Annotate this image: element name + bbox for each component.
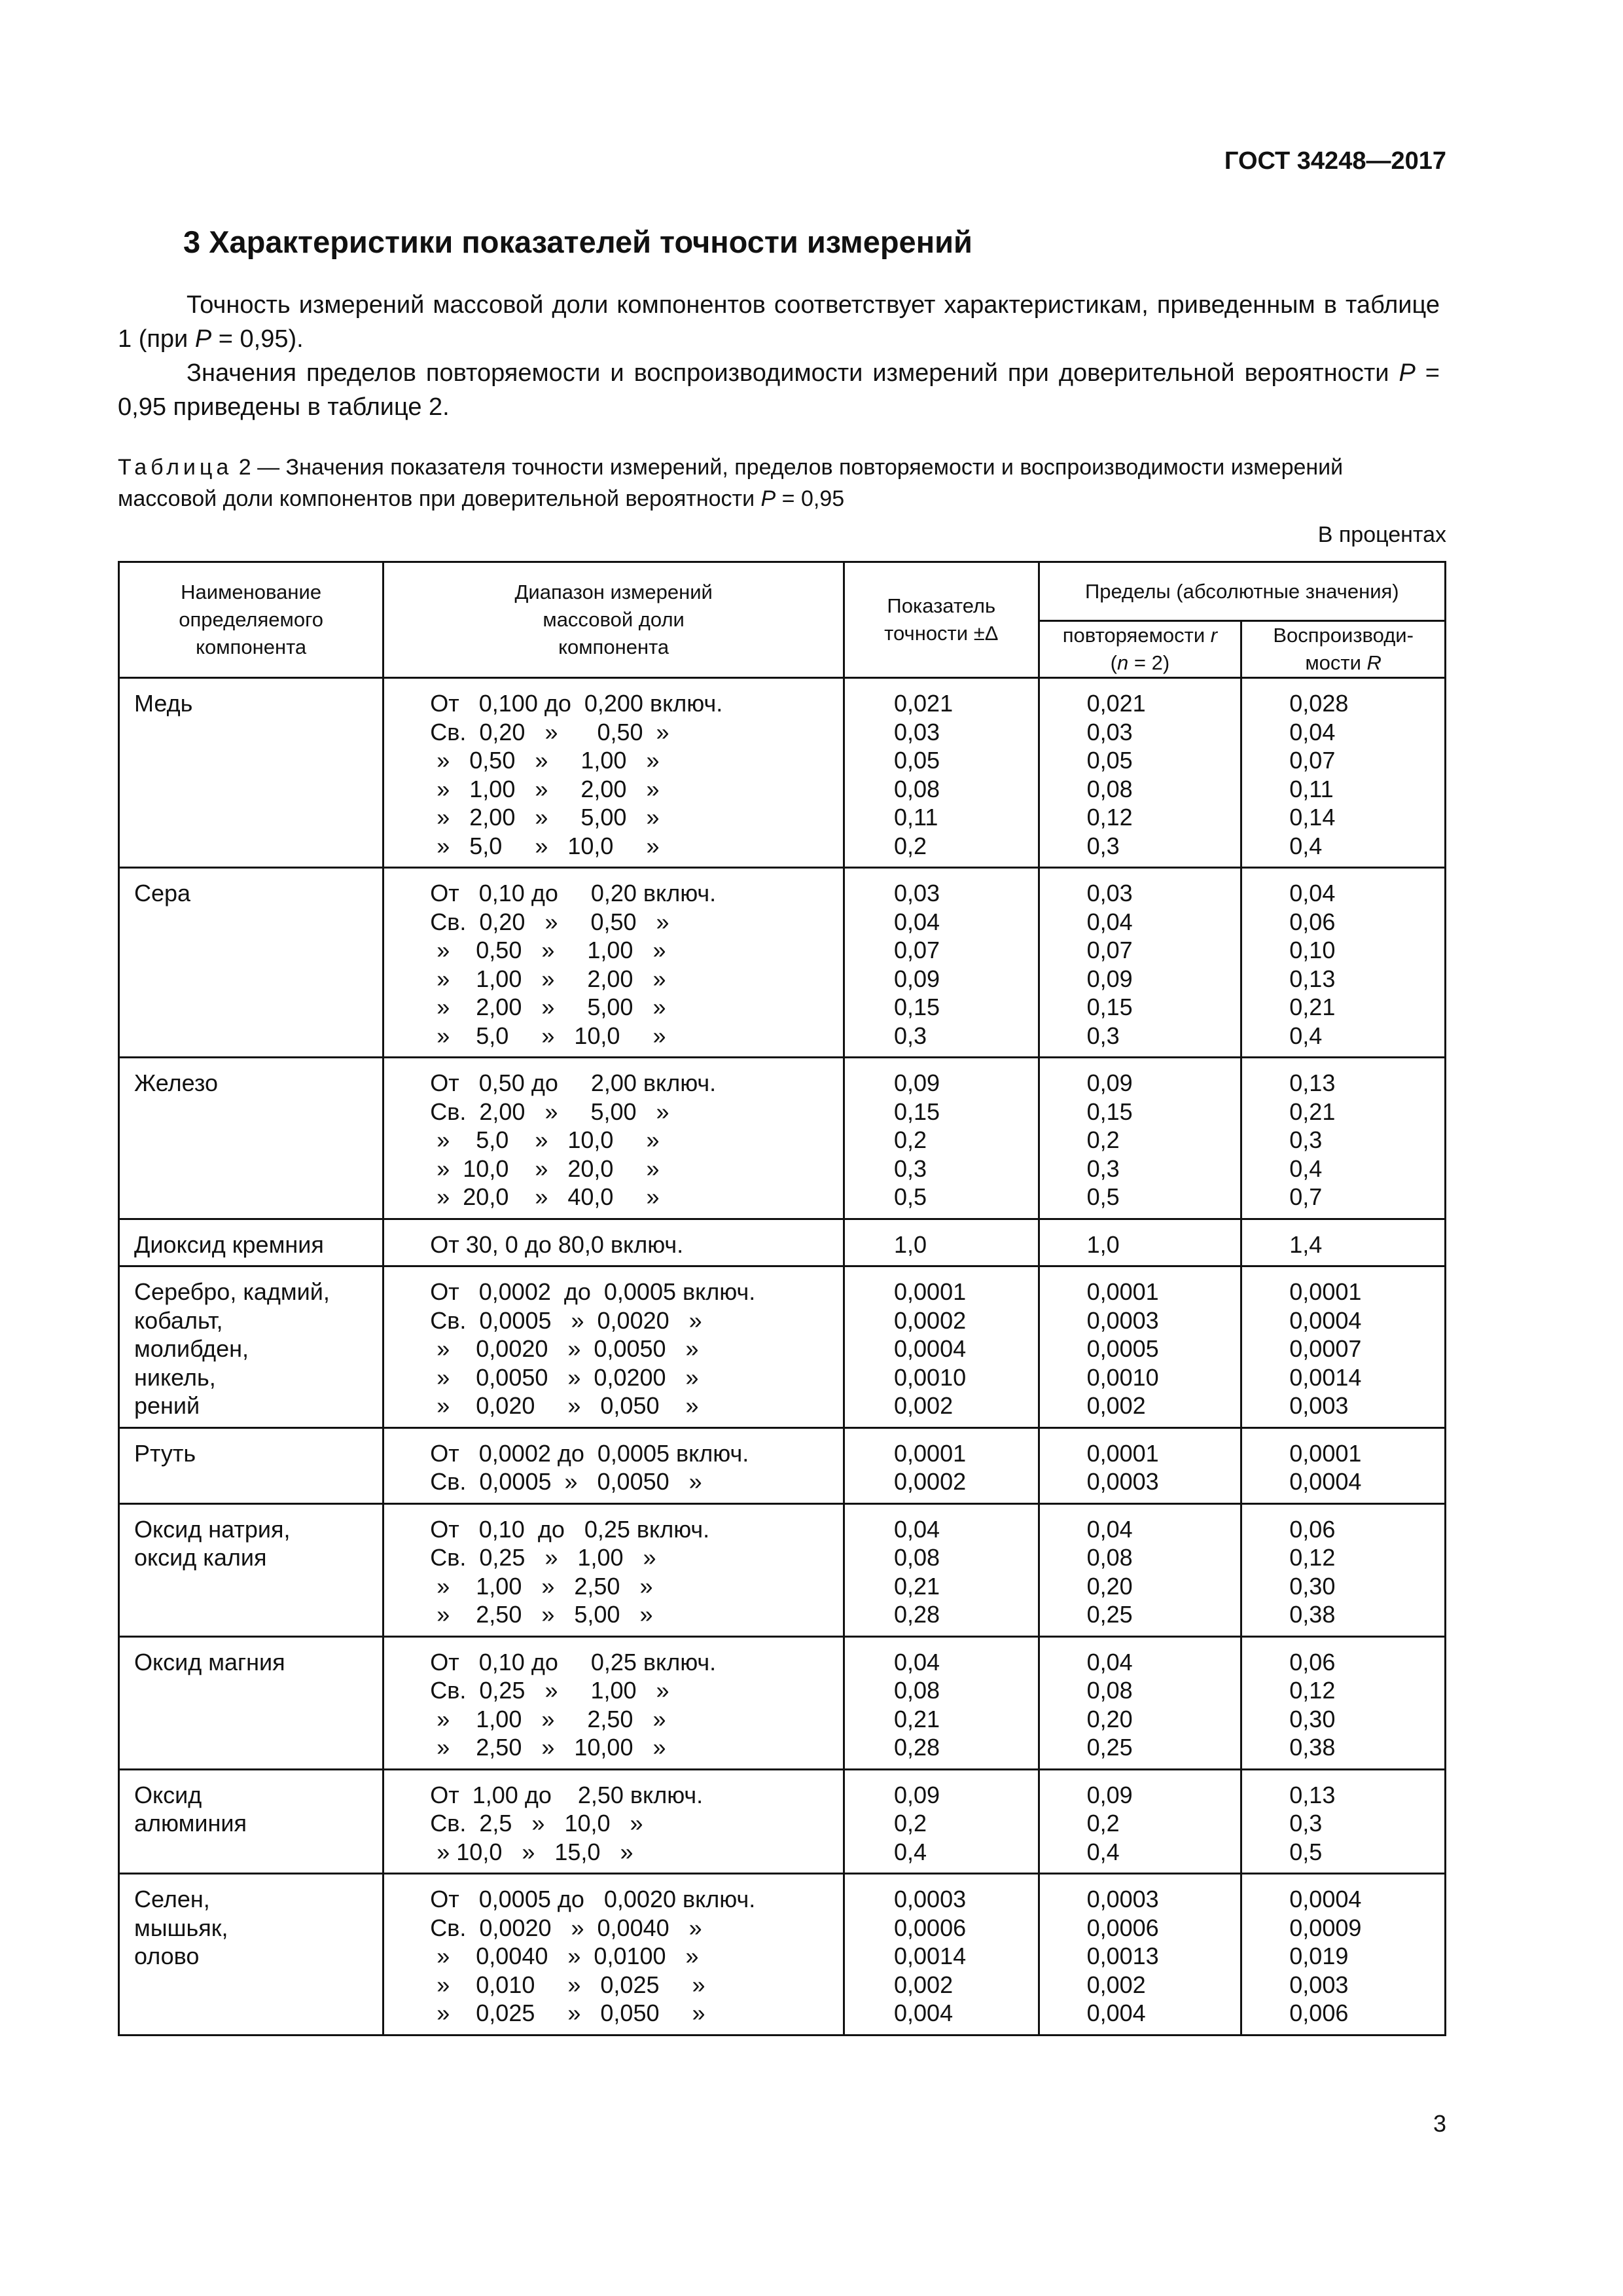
range-cell: От 0,10 до 0,25 включ. Св. 0,25 » 1,00 » » 1,00 » 2,50 » » 2,50 » 5,00 » xyxy=(383,1503,844,1636)
reproducibility-cell: 1,4 xyxy=(1241,1219,1446,1266)
repeatability-cell: 0,04 0,08 0,20 0,25 xyxy=(1039,1503,1241,1636)
component-name-cell: Оксид магния xyxy=(119,1636,383,1769)
accuracy-cell: 0,0001 0,0002 0,0004 0,0010 0,002 xyxy=(844,1266,1039,1428)
range-cell: От 0,10 до 0,20 включ. Св. 0,20 » 0,50 » » 0,50 » 1,00 » » 1,00 » 2,00 » » 2,00 » 5,00 » » 5,0 » 10,0 » xyxy=(383,868,844,1058)
repeatability-cell: 1,0 xyxy=(1039,1219,1241,1266)
paragraph-limits xyxy=(118,356,1440,424)
range-cell: От 0,100 до 0,200 включ. Св. 0,20 » 0,50 » » 0,50 » 1,00 » » 1,00 » 2,00 » » 2,00 » 5,00 » » 5,0 » 10,0 » xyxy=(383,678,844,868)
component-name-cell: Селен, мышьяк, олово xyxy=(119,1874,383,2036)
repeatability-cell: 0,021 0,03 0,05 0,08 0,12 0,3 xyxy=(1039,678,1241,868)
header-component-name: Наименование определяемого компонента xyxy=(119,562,383,678)
range-cell: От 1,00 до 2,50 включ. Св. 2,5 » 10,0 » » 10,0 » 15,0 » xyxy=(383,1769,844,1874)
table-caption-text: 2 — Значения показателя точности измерений, пределов повторяемости и воспроизводимости измерений массовой доли компонентов при доверительной вероятности P = 0,95 xyxy=(118,455,1344,511)
table-row xyxy=(119,1266,1446,1428)
component-name-cell: Железо xyxy=(119,1058,383,1219)
table-row xyxy=(119,678,1446,868)
accuracy-cell: 0,09 0,2 0,4 xyxy=(844,1769,1039,1874)
table-row xyxy=(119,1058,1446,1219)
component-name-cell: Серебро, кадмий, кобальт, молибден, никель, рений xyxy=(119,1266,383,1428)
reproducibility-cell: 0,13 0,21 0,3 0,4 0,7 xyxy=(1241,1058,1446,1219)
section-title: 3 Характеристики показателей точности измерений xyxy=(183,224,972,259)
reproducibility-cell: 0,0004 0,0009 0,019 0,003 0,006 xyxy=(1241,1874,1446,2036)
range-cell: От 0,0002 до 0,0005 включ. Св. 0,0005 » 0,0050 » xyxy=(383,1427,844,1503)
repeatability-cell: 0,04 0,08 0,20 0,25 xyxy=(1039,1636,1241,1769)
component-name-cell: Диоксид кремния xyxy=(119,1219,383,1266)
header-limits: Пределы (абсолютные значения) xyxy=(1039,562,1445,621)
range-cell: От 30, 0 до 80,0 включ. xyxy=(383,1219,844,1266)
reproducibility-cell: 0,028 0,04 0,07 0,11 0,14 0,4 xyxy=(1241,678,1446,868)
accuracy-cell: 0,09 0,15 0,2 0,3 0,5 xyxy=(844,1058,1039,1219)
range-cell: От 0,0002 до 0,0005 включ. Св. 0,0005 » 0,0020 » » 0,0020 » 0,0050 » » 0,0050 » 0,0200 » » 0,020 » 0,050 » xyxy=(383,1266,844,1428)
table-row xyxy=(119,1219,1446,1266)
table-row xyxy=(119,868,1446,1058)
component-name-cell: Ртуть xyxy=(119,1427,383,1503)
accuracy-cell: 0,03 0,04 0,07 0,09 0,15 0,3 xyxy=(844,868,1039,1058)
paragraph-accuracy-text: Точность измерений массовой доли компонентов соответствует характеристикам, приведенным в таблице 1 (при P = 0,95). xyxy=(118,291,1440,353)
reproducibility-cell: 0,04 0,06 0,10 0,13 0,21 0,4 xyxy=(1241,868,1446,1058)
range-cell: От 0,50 до 2,00 включ. Св. 2,00 » 5,00 » » 5,0 » 10,0 » » 10,0 » 20,0 » » 20,0 » 40,0 » xyxy=(383,1058,844,1219)
paragraph-limits-text: Значения пределов повторяемости и воспроизводимости измерений при доверительной вероятности P = 0,95 приведены в таблице 2. xyxy=(118,359,1440,421)
table-caption xyxy=(118,452,1440,514)
table-row xyxy=(119,1427,1446,1503)
reproducibility-cell: 0,06 0,12 0,30 0,38 xyxy=(1241,1503,1446,1636)
reproducibility-cell: 0,06 0,12 0,30 0,38 xyxy=(1241,1636,1446,1769)
table-row xyxy=(119,1874,1446,2036)
range-cell: От 0,10 до 0,25 включ. Св. 0,25 » 1,00 » » 1,00 » 2,50 » » 2,50 » 10,00 » xyxy=(383,1636,844,1769)
accuracy-cell: 0,021 0,03 0,05 0,08 0,11 0,2 xyxy=(844,678,1039,868)
paragraph-accuracy xyxy=(118,288,1440,356)
table-row xyxy=(119,1503,1446,1636)
repeatability-cell: 0,0001 0,0003 0,0005 0,0010 0,002 xyxy=(1039,1266,1241,1428)
range-cell: От 0,0005 до 0,0020 включ. Св. 0,0020 » 0,0040 » » 0,0040 » 0,0100 » » 0,010 » 0,025 » » 0,025 » 0,050 » xyxy=(383,1874,844,2036)
repeatability-cell: 0,09 0,2 0,4 xyxy=(1039,1769,1241,1874)
repeatability-cell: 0,09 0,15 0,2 0,3 0,5 xyxy=(1039,1058,1241,1219)
accuracy-cell: 0,04 0,08 0,21 0,28 xyxy=(844,1636,1039,1769)
reproducibility-cell: 0,0001 0,0004 0,0007 0,0014 0,003 xyxy=(1241,1266,1446,1428)
table-body xyxy=(119,678,1446,2036)
accuracy-cell: 0,04 0,08 0,21 0,28 xyxy=(844,1503,1039,1636)
repeatability-cell: 0,03 0,04 0,07 0,09 0,15 0,3 xyxy=(1039,868,1241,1058)
reproducibility-cell: 0,0001 0,0004 xyxy=(1241,1427,1446,1503)
header-repeatability: повторяемости r (n = 2) xyxy=(1039,621,1241,678)
table-row xyxy=(119,1636,1446,1769)
header-reproducibility: Воспроизводи-мости R xyxy=(1241,621,1446,678)
repeatability-cell: 0,0001 0,0003 xyxy=(1039,1427,1241,1503)
header-accuracy: Показатель точности ±Δ xyxy=(844,562,1039,678)
page-number: 3 xyxy=(1433,2110,1446,2137)
repeatability-cell: 0,0003 0,0006 0,0013 0,002 0,004 xyxy=(1039,1874,1241,2036)
header-measurement-range: Диапазон измерений массовой доли компонента xyxy=(383,562,844,678)
component-name-cell: Оксид натрия, оксид калия xyxy=(119,1503,383,1636)
accuracy-table xyxy=(118,561,1446,2036)
table-caption-label: Таблица xyxy=(118,455,233,480)
table-row xyxy=(119,1769,1446,1874)
accuracy-cell: 0,0001 0,0002 xyxy=(844,1427,1039,1503)
standard-code: ГОСТ 34248—2017 xyxy=(1224,147,1446,175)
component-name-cell: Сера xyxy=(119,868,383,1058)
units-note: В процентах xyxy=(1317,522,1446,547)
component-name-cell: Оксид алюминия xyxy=(119,1769,383,1874)
accuracy-cell: 1,0 xyxy=(844,1219,1039,1266)
accuracy-cell: 0,0003 0,0006 0,0014 0,002 0,004 xyxy=(844,1874,1039,2036)
component-name-cell: Медь xyxy=(119,678,383,868)
reproducibility-cell: 0,13 0,3 0,5 xyxy=(1241,1769,1446,1874)
